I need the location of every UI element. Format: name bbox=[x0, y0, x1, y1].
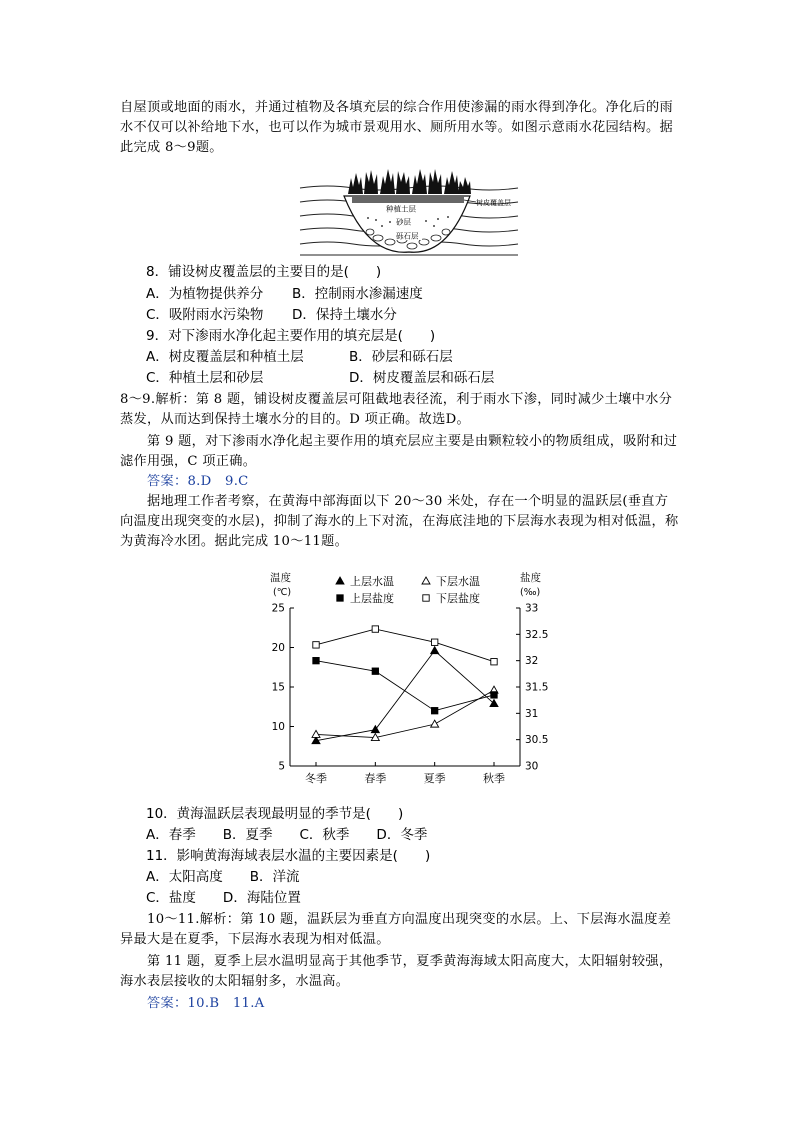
q8-option-a[interactable]: A．为植物提供养分 bbox=[146, 286, 264, 302]
left-tick-label: 15 bbox=[271, 681, 285, 694]
explain-8-9-p1: 8～9.解析：第 8 题，铺设树皮覆盖层可阻截地表径流，利于雨水下渗，同时减少土壤中水分蒸发，从而达到保持土壤水分的目的。D 项正确。故选D。 bbox=[120, 392, 673, 427]
data-point bbox=[313, 657, 319, 663]
q9-option-b[interactable]: B．砂层和砾石层 bbox=[349, 349, 453, 365]
x-tick-label: 秋季 bbox=[483, 772, 505, 785]
left-tick-label: 5 bbox=[278, 760, 285, 773]
q9-option-a[interactable]: A．树皮覆盖层和种植土层 bbox=[146, 349, 304, 365]
q8-option-d[interactable]: D．保持土壤水分 bbox=[292, 307, 397, 323]
q9-options-cd bbox=[146, 368, 494, 388]
label-bark: 树皮覆盖层 bbox=[476, 199, 511, 207]
right-tick-label: 30 bbox=[525, 760, 539, 773]
right-axis-unit: (‰) bbox=[520, 587, 541, 598]
left-tick-label: 25 bbox=[271, 602, 285, 615]
right-tick-label: 32.5 bbox=[525, 628, 549, 641]
right-tick-label: 31 bbox=[525, 707, 539, 720]
data-point bbox=[431, 708, 437, 714]
right-tick-label: 33 bbox=[525, 602, 539, 615]
data-point bbox=[431, 720, 439, 727]
data-point bbox=[371, 726, 379, 733]
q8-option-c[interactable]: C．吸附雨水污染物 bbox=[146, 307, 264, 323]
q11-stem: 11．影响黄海海域表层水温的主要因素是( ) bbox=[146, 848, 431, 864]
x-tick-label: 春季 bbox=[364, 772, 387, 785]
data-point bbox=[431, 639, 437, 645]
data-point bbox=[431, 647, 439, 654]
right-axis-label: 盐度 bbox=[520, 572, 541, 584]
left-tick-label: 10 bbox=[271, 721, 285, 733]
right-tick-label: 32 bbox=[525, 655, 539, 668]
left-axis-unit: (℃) bbox=[273, 587, 292, 598]
legend-marker bbox=[422, 577, 430, 584]
label-sand: 砂层 bbox=[396, 217, 411, 227]
data-point bbox=[372, 668, 378, 674]
q11-options-cd[interactable]: C．盐度 D．海陆位置 bbox=[146, 890, 301, 906]
data-point bbox=[313, 642, 319, 648]
legend-label: 下层盐度 bbox=[436, 592, 480, 605]
explain-8-9-p2: 第 9 题，对下渗雨水净化起主要作用的填充层应主要是由颗粒较小的物质组成，吸附和过滤作用强，C 项正确。 bbox=[120, 434, 678, 469]
x-tick-label: 夏季 bbox=[423, 772, 446, 785]
data-point bbox=[491, 659, 497, 665]
data-point bbox=[491, 692, 497, 698]
answer-10-11: 答案：10.B 11.A bbox=[147, 996, 265, 1011]
label-gravel: 砾石层 bbox=[396, 231, 419, 241]
intro-paragraph: 自屋顶或地面的雨水，并通过植物及各填充层的综合作用使渗漏的雨水得到净化。净化后的雨水不仅可以补给地下水，也可以作为城市景观用水、厕所用水等。如图示意雨水花园结构。据此完成 8～9题。 bbox=[120, 100, 673, 155]
series-line bbox=[316, 661, 494, 711]
q9-option-c[interactable]: C．种植土层和砂层 bbox=[146, 370, 264, 386]
q8-options-ab bbox=[146, 284, 423, 304]
legend-label: 下层水温 bbox=[436, 575, 480, 588]
q8-option-b[interactable]: B．控制雨水渗漏速度 bbox=[292, 286, 423, 302]
legend-label: 上层盐度 bbox=[350, 592, 394, 605]
series-line bbox=[316, 690, 494, 737]
explain-10-11-p2: 第 11 题，夏季上层水温明显高于其他季节，夏季黄海海域太阳高度大，太阳辐射较强，海水表层接收的太阳辐射多，水温高。 bbox=[120, 954, 673, 989]
sea-temperature-salinity-chart bbox=[258, 568, 570, 790]
intro2-paragraph: 据地理工作者考察，在黄海中部海面以下 20～30 米处，存在一个明显的温跃层(垂直方向温度出现突变的水层)，抑制了海水的上下对流，在海底洼地的下层海水表现为相对低温，称为黄海冷水团。据此完成 10～11题。 bbox=[120, 494, 679, 549]
q8-options-cd bbox=[146, 305, 397, 325]
right-tick-label: 31.5 bbox=[525, 681, 549, 694]
rain-garden-figure bbox=[298, 160, 520, 258]
label-planting-soil: 种植土层 bbox=[386, 204, 416, 214]
q10-options[interactable]: A．春季 B．夏季 C．秋季 D．冬季 bbox=[146, 827, 428, 843]
legend-marker bbox=[337, 595, 343, 601]
legend-marker bbox=[423, 595, 429, 601]
answer-8-9: 答案：8.D 9.C bbox=[147, 474, 249, 489]
q8-stem: 8．铺设树皮覆盖层的主要目的是( ) bbox=[146, 264, 382, 280]
right-tick-label: 30.5 bbox=[525, 734, 549, 747]
legend-marker bbox=[336, 577, 344, 584]
q9-stem: 9．对下渗雨水净化起主要作用的填充层是( ) bbox=[146, 328, 436, 344]
left-axis-label: 温度 bbox=[270, 572, 291, 584]
series-line bbox=[316, 629, 494, 662]
data-point bbox=[372, 626, 378, 632]
left-tick-label: 20 bbox=[271, 642, 285, 654]
q9-options-ab bbox=[146, 347, 453, 367]
q10-stem: 10．黄海温跃层表现最明显的季节是( ) bbox=[146, 806, 404, 822]
legend-label: 上层水温 bbox=[350, 575, 394, 588]
q11-options-ab[interactable]: A．太阳高度 B．洋流 bbox=[146, 869, 300, 885]
series-line bbox=[316, 651, 494, 741]
data-point bbox=[312, 730, 320, 737]
x-tick-label: 冬季 bbox=[305, 772, 327, 785]
q9-option-d[interactable]: D．树皮覆盖层和砾石层 bbox=[349, 370, 495, 386]
explain-10-11-p1: 10～11.解析：第 10 题，温跃层为垂直方向温度出现突变的水层。上、下层海水温度差异最大是在夏季，下层海水表现为相对低温。 bbox=[120, 912, 672, 947]
